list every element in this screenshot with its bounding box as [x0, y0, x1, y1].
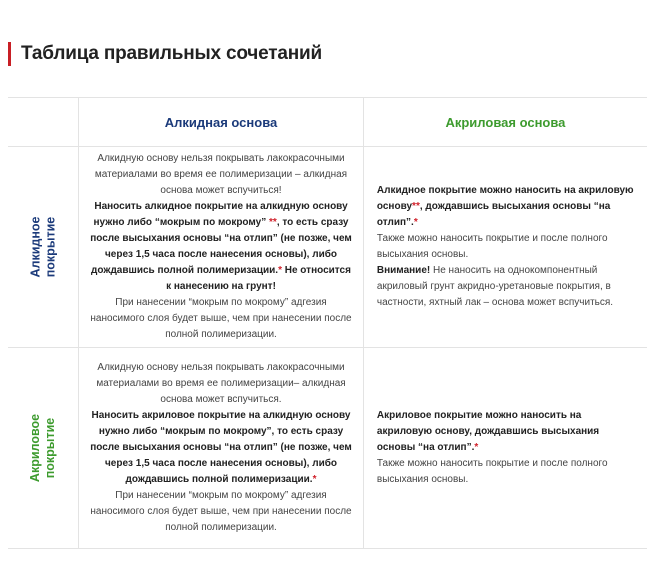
cell-alkyd-on-alkyd	[79, 147, 364, 348]
table-header-row	[8, 98, 647, 147]
cell-text-p3: При нанесении “мокрым по мокрому” адгезия наносимого слоя будет выше, чем при нанесении после полной полимеризации.	[90, 297, 352, 340]
cell-text-p3: При нанесении “мокрым по мокрому” адгезия наносимого слоя будет выше, чем при нанесении после полной полимеризации.	[90, 490, 352, 533]
row-label-text	[28, 216, 58, 277]
cell-text-p3: Внимание! Не наносить на однокомпонентный акриловый грунт акридно-уретановые покрытия, в частности, яхтный лак – основа может вспучиться.	[376, 265, 614, 308]
corner-cell	[8, 98, 79, 147]
cell-text-p1: Алкидную основу нельзя покрывать лакокрасочными материалами во время ее полимеризации– алкидная основа может вспучиться.	[96, 362, 346, 405]
cell-text-p2: Наносить алкидное покрытие на алкидную основу нужно либо “мокрым по мокрому” **, то есть сразу после высыхания основы “на отлип” (не позже, чем через 1,5 часа после нанесения основы), либо дождавшись полной полимеризации.* Не относится к нанесению на грунт!	[90, 201, 352, 292]
table-row	[8, 147, 647, 348]
row-label-line1: Алкидное	[28, 216, 43, 277]
row-label-line1: Акриловое	[28, 413, 43, 482]
cell-text-p1: Алкидное покрытие можно наносить на акриловую основу**, дождавшись высыхания основы “на отлип”.*	[376, 185, 634, 228]
row-label-text	[28, 413, 58, 481]
cell-text-p1: Акриловое покрытие можно наносить на акриловую основу, дождавшись высыхания основы “на отлип”.*	[376, 410, 600, 453]
cell-acryl-on-alkyd	[79, 348, 364, 549]
row-label-line2: покрытие	[43, 216, 58, 277]
cell-text-p2: Наносить акриловое покрытие на алкидную основу нужно либо “мокрым по мокрому”, то есть сразу после высыхания основы “на отлип” (не позже, чем через 1,5 часа после нанесения основы), либо дождавшись полной полимеризации.*	[90, 410, 352, 485]
table-row	[8, 348, 647, 549]
page-title: Таблица правильных сочетаний	[21, 43, 322, 64]
page-title-block	[8, 40, 322, 68]
cell-text-p2: Также можно наносить покрытие и после полного высыхания основы.	[376, 458, 608, 485]
cell-acryl-on-acryl	[363, 348, 647, 549]
row-label-alkyd-coating	[8, 147, 79, 348]
col-header-alkyd: Алкидная основа	[79, 98, 364, 147]
row-label-line2: покрытие	[43, 417, 58, 478]
compatibility-table	[8, 97, 647, 549]
cell-alkyd-on-acryl	[363, 147, 647, 348]
col-header-acryl: Акриловая основа	[363, 98, 647, 147]
cell-text-p2: Также можно наносить покрытие и после полного высыхания основы.	[376, 233, 608, 260]
row-label-acryl-coating	[8, 348, 79, 549]
title-accent-bar	[8, 42, 11, 66]
cell-text-p1: Алкидную основу нельзя покрывать лакокрасочными материалами во время ее полимеризации – алкидная основа может вспучиться!	[94, 153, 348, 196]
